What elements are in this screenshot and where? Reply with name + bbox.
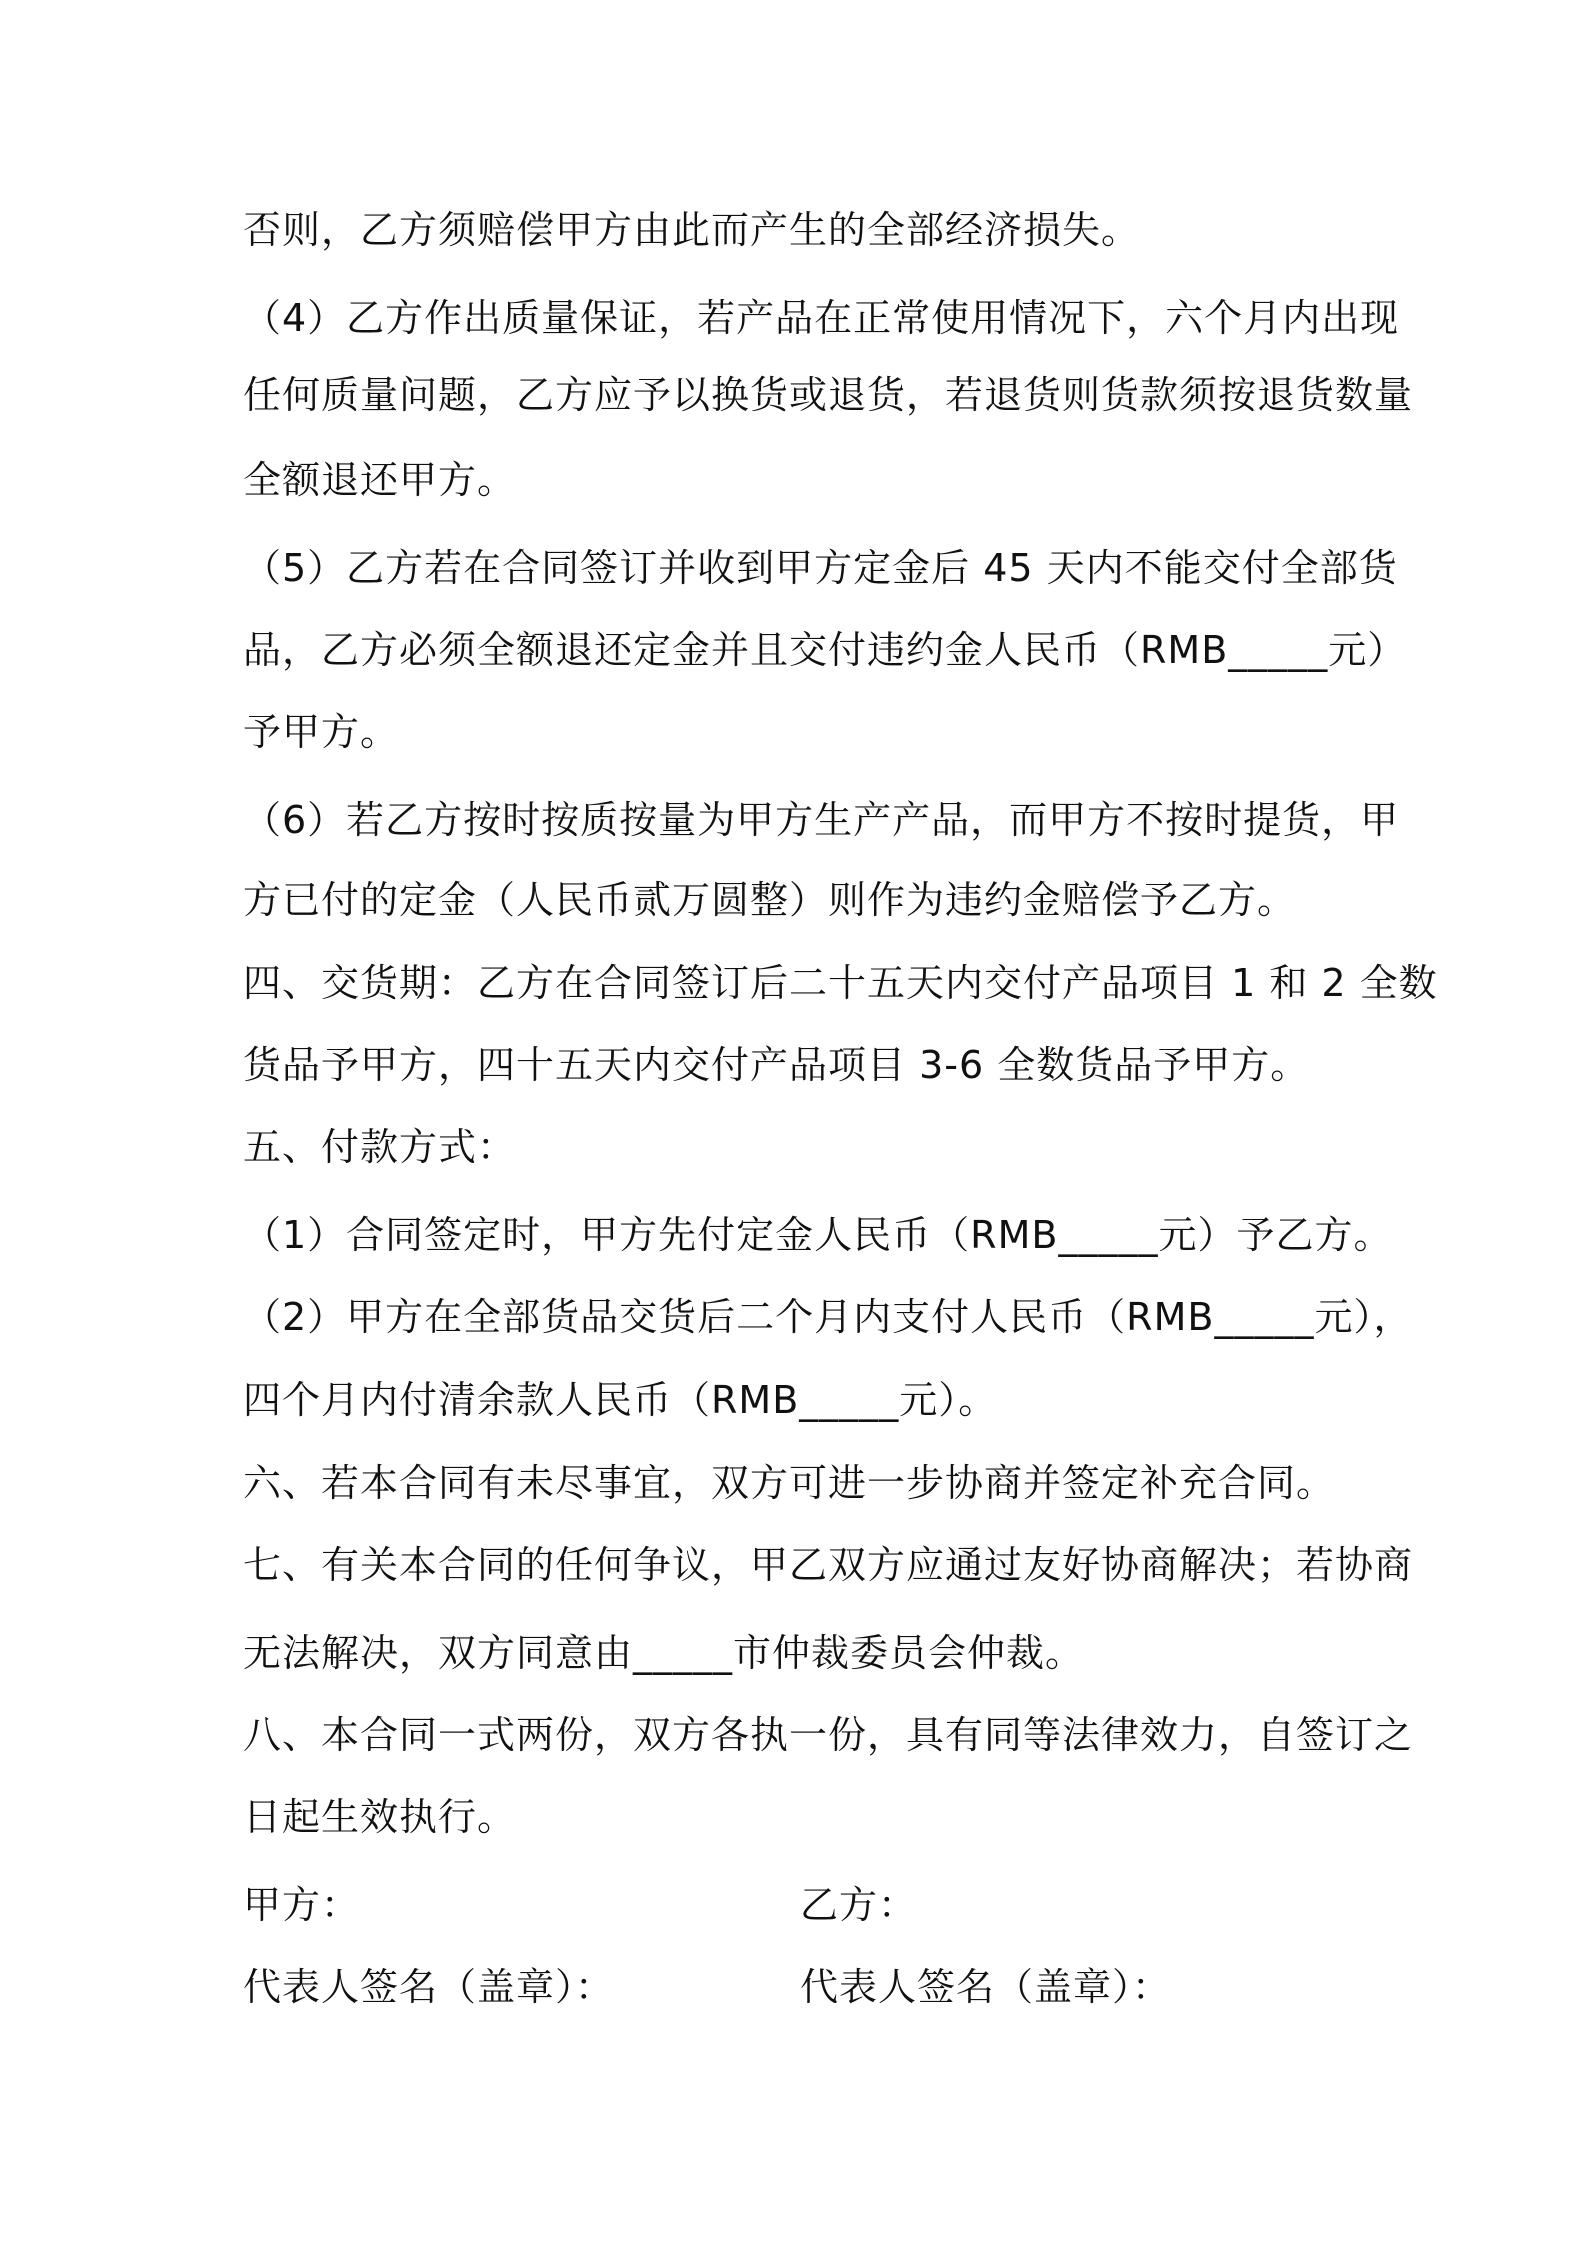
- party-b-label: 乙方：: [800, 1883, 918, 1927]
- section-6-line: 六、若本合同有未尽事宜，双方可进一步协商并签定补充合同。: [243, 1461, 1336, 1505]
- clause-5-line-1: （5）乙方若在合同签订并收到甲方定金后 45 天内不能交付全部货: [243, 546, 1398, 590]
- clause-6-line-2: 方已付的定金（人民币贰万圆整）则作为违约金赔偿予乙方。: [243, 878, 1297, 922]
- section-7-line-2: 无法解决，双方同意由_____市仲裁委员会仲裁。: [243, 1631, 1085, 1675]
- section-8-line-1: 八、本合同一式两份，双方各执一份，具有同等法律效力，自签订之: [243, 1713, 1414, 1757]
- clause-4-line-2: 任何质量问题，乙方应予以换货或退货，若退货则货款须按退货数量: [243, 373, 1414, 417]
- section-4-line-2: 货品予甲方，四十五天内交付产品项目 3-6 全数货品予甲方。: [243, 1043, 1310, 1087]
- section-8-line-2: 日起生效执行。: [243, 1795, 517, 1839]
- party-a-representative-signature: 代表人签名（盖章）：: [243, 1965, 615, 2009]
- clause-6-line-1: （6）若乙方按时按质按量为甲方生产产品，而甲方不按时提货，甲: [243, 798, 1400, 842]
- section-7-line-1: 七、有关本合同的任何争议，甲乙双方应通过友好协商解决；若协商: [243, 1543, 1414, 1587]
- clause-4-line-1: （4）乙方作出质量保证，若产品在正常使用情况下，六个月内出现: [243, 296, 1400, 340]
- body-line-1: 否则，乙方须赔偿甲方由此而产生的全部经济损失。: [243, 208, 1141, 252]
- clause-5-line-3: 予甲方。: [243, 710, 400, 754]
- payment-2-line-2: 四个月内付清余款人民币（RMB_____元）。: [243, 1378, 998, 1422]
- party-b-representative-signature: 代表人签名（盖章）：: [800, 1965, 1172, 2009]
- section-5-heading: 五、付款方式：: [243, 1125, 517, 1169]
- party-a-label: 甲方：: [243, 1883, 361, 1927]
- payment-2-line-1: （2）甲方在全部货品交货后二个月内支付人民币（RMB_____元），: [243, 1295, 1413, 1339]
- section-4-line-1: 四、交货期：乙方在合同签订后二十五天内交付产品项目 1 和 2 全数: [243, 961, 1438, 1005]
- clause-5-line-2: 品，乙方必须全额退还定金并且交付违约金人民币（RMB_____元）: [243, 628, 1407, 672]
- clause-4-line-3: 全额退还甲方。: [243, 458, 517, 502]
- payment-1-line: （1）合同签定时，甲方先付定金人民币（RMB_____元）予乙方。: [243, 1213, 1393, 1257]
